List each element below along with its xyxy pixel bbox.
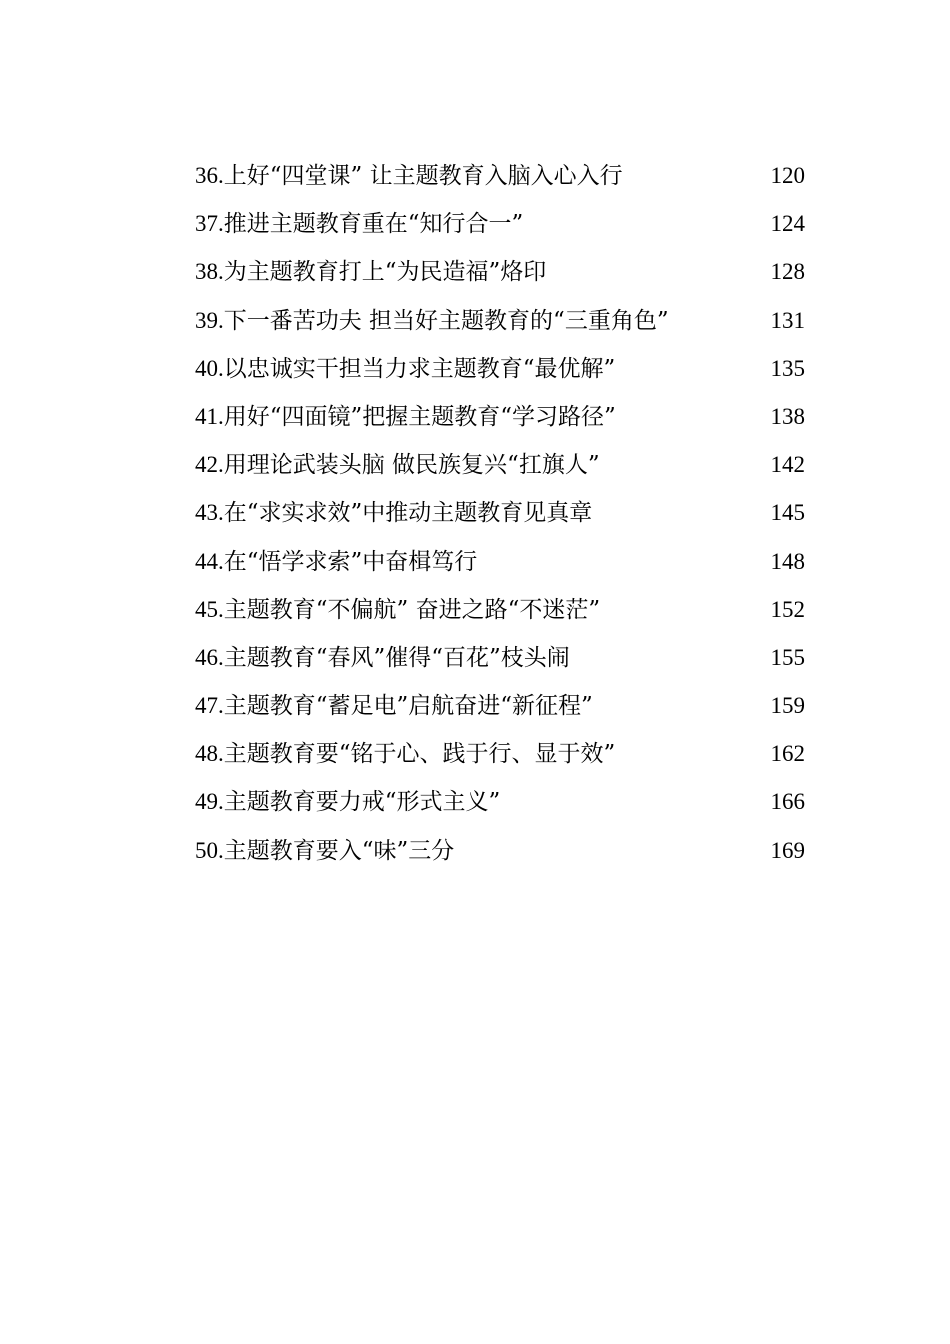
entry-title: 以忠诚实干担当力求主题教育“最优解” xyxy=(223,355,616,382)
entry-number: 36. xyxy=(195,163,224,188)
entry-title: 上好“四堂课” 让主题教育入脑入心入行 xyxy=(223,163,623,189)
entry-title: 主题教育要入“味”三分 xyxy=(223,837,455,864)
entry-number: 43. xyxy=(195,500,224,526)
entry-number: 46. xyxy=(195,644,224,670)
table-of-contents xyxy=(195,152,805,875)
entry-page-number: 166 xyxy=(770,789,805,815)
toc-entry xyxy=(195,827,805,875)
entry-title: 主题教育“不偏航” 奋进之路“不迷茫” xyxy=(223,596,601,623)
entry-title: 在“悟学求索”中奋楫笃行 xyxy=(223,548,478,575)
toc-entry xyxy=(195,152,805,200)
entry-page-number: 145 xyxy=(770,500,805,526)
entry-number: 41. xyxy=(195,403,224,429)
toc-entry xyxy=(195,489,805,537)
entry-number: 50. xyxy=(195,837,224,863)
entry-page-number: 142 xyxy=(770,452,805,478)
toc-entry xyxy=(195,634,805,682)
toc-entry xyxy=(195,441,805,489)
toc-entry xyxy=(195,682,805,730)
entry-number: 48. xyxy=(195,741,224,767)
entry-page-number: 155 xyxy=(770,644,805,670)
entry-number: 45. xyxy=(195,596,224,622)
entry-number: 49. xyxy=(195,789,224,815)
entry-title: 主题教育要“铭于心、践于行、显于效” xyxy=(223,741,616,768)
entry-page-number: 152 xyxy=(770,596,805,622)
toc-entry xyxy=(195,730,805,778)
entry-number: 37. xyxy=(195,211,224,237)
entry-title: 主题教育“蓄足电”启航奋进“新征程” xyxy=(223,693,593,720)
entry-number: 44. xyxy=(195,548,224,574)
toc-entry xyxy=(195,297,805,345)
toc-entry xyxy=(195,393,805,441)
entry-title: 用好“四面镜”把握主题教育“学习路径” xyxy=(223,403,616,430)
entry-page-number: 131 xyxy=(770,307,805,333)
toc-entry xyxy=(195,586,805,634)
entry-title: 主题教育“春风”催得“百花”枝头闹 xyxy=(223,644,570,671)
entry-number: 39. xyxy=(195,307,224,333)
entry-title: 推进主题教育重在“知行合一” xyxy=(223,211,524,238)
entry-title: 主题教育要力戒“形式主义” xyxy=(223,789,501,816)
entry-title: 在“求实求效”中推动主题教育见真章 xyxy=(223,500,593,527)
entry-page-number: 148 xyxy=(770,548,805,574)
entry-number: 42. xyxy=(195,452,224,478)
entry-page-number: 124 xyxy=(770,211,805,237)
entry-page-number: 135 xyxy=(770,355,805,381)
entry-number: 38. xyxy=(195,259,224,285)
entry-page-number: 159 xyxy=(770,693,805,719)
entry-page-number: 120 xyxy=(770,163,805,188)
entry-title: 用理论武装头脑 做民族复兴“扛旗人” xyxy=(223,452,600,479)
toc-entry xyxy=(195,538,805,586)
toc-entry xyxy=(195,345,805,393)
toc-entry xyxy=(195,778,805,826)
toc-entry xyxy=(195,248,805,296)
entry-title: 为主题教育打上“为民造福”烙印 xyxy=(223,259,547,286)
toc-entry xyxy=(195,200,805,248)
entry-title: 下一番苦功夫 担当好主题教育的“三重角色” xyxy=(223,307,669,334)
entry-page-number: 138 xyxy=(770,403,805,429)
entry-page-number: 162 xyxy=(770,741,805,767)
entry-number: 47. xyxy=(195,693,224,719)
entry-page-number: 169 xyxy=(770,837,805,863)
entry-page-number: 128 xyxy=(770,259,805,285)
entry-number: 40. xyxy=(195,355,224,381)
